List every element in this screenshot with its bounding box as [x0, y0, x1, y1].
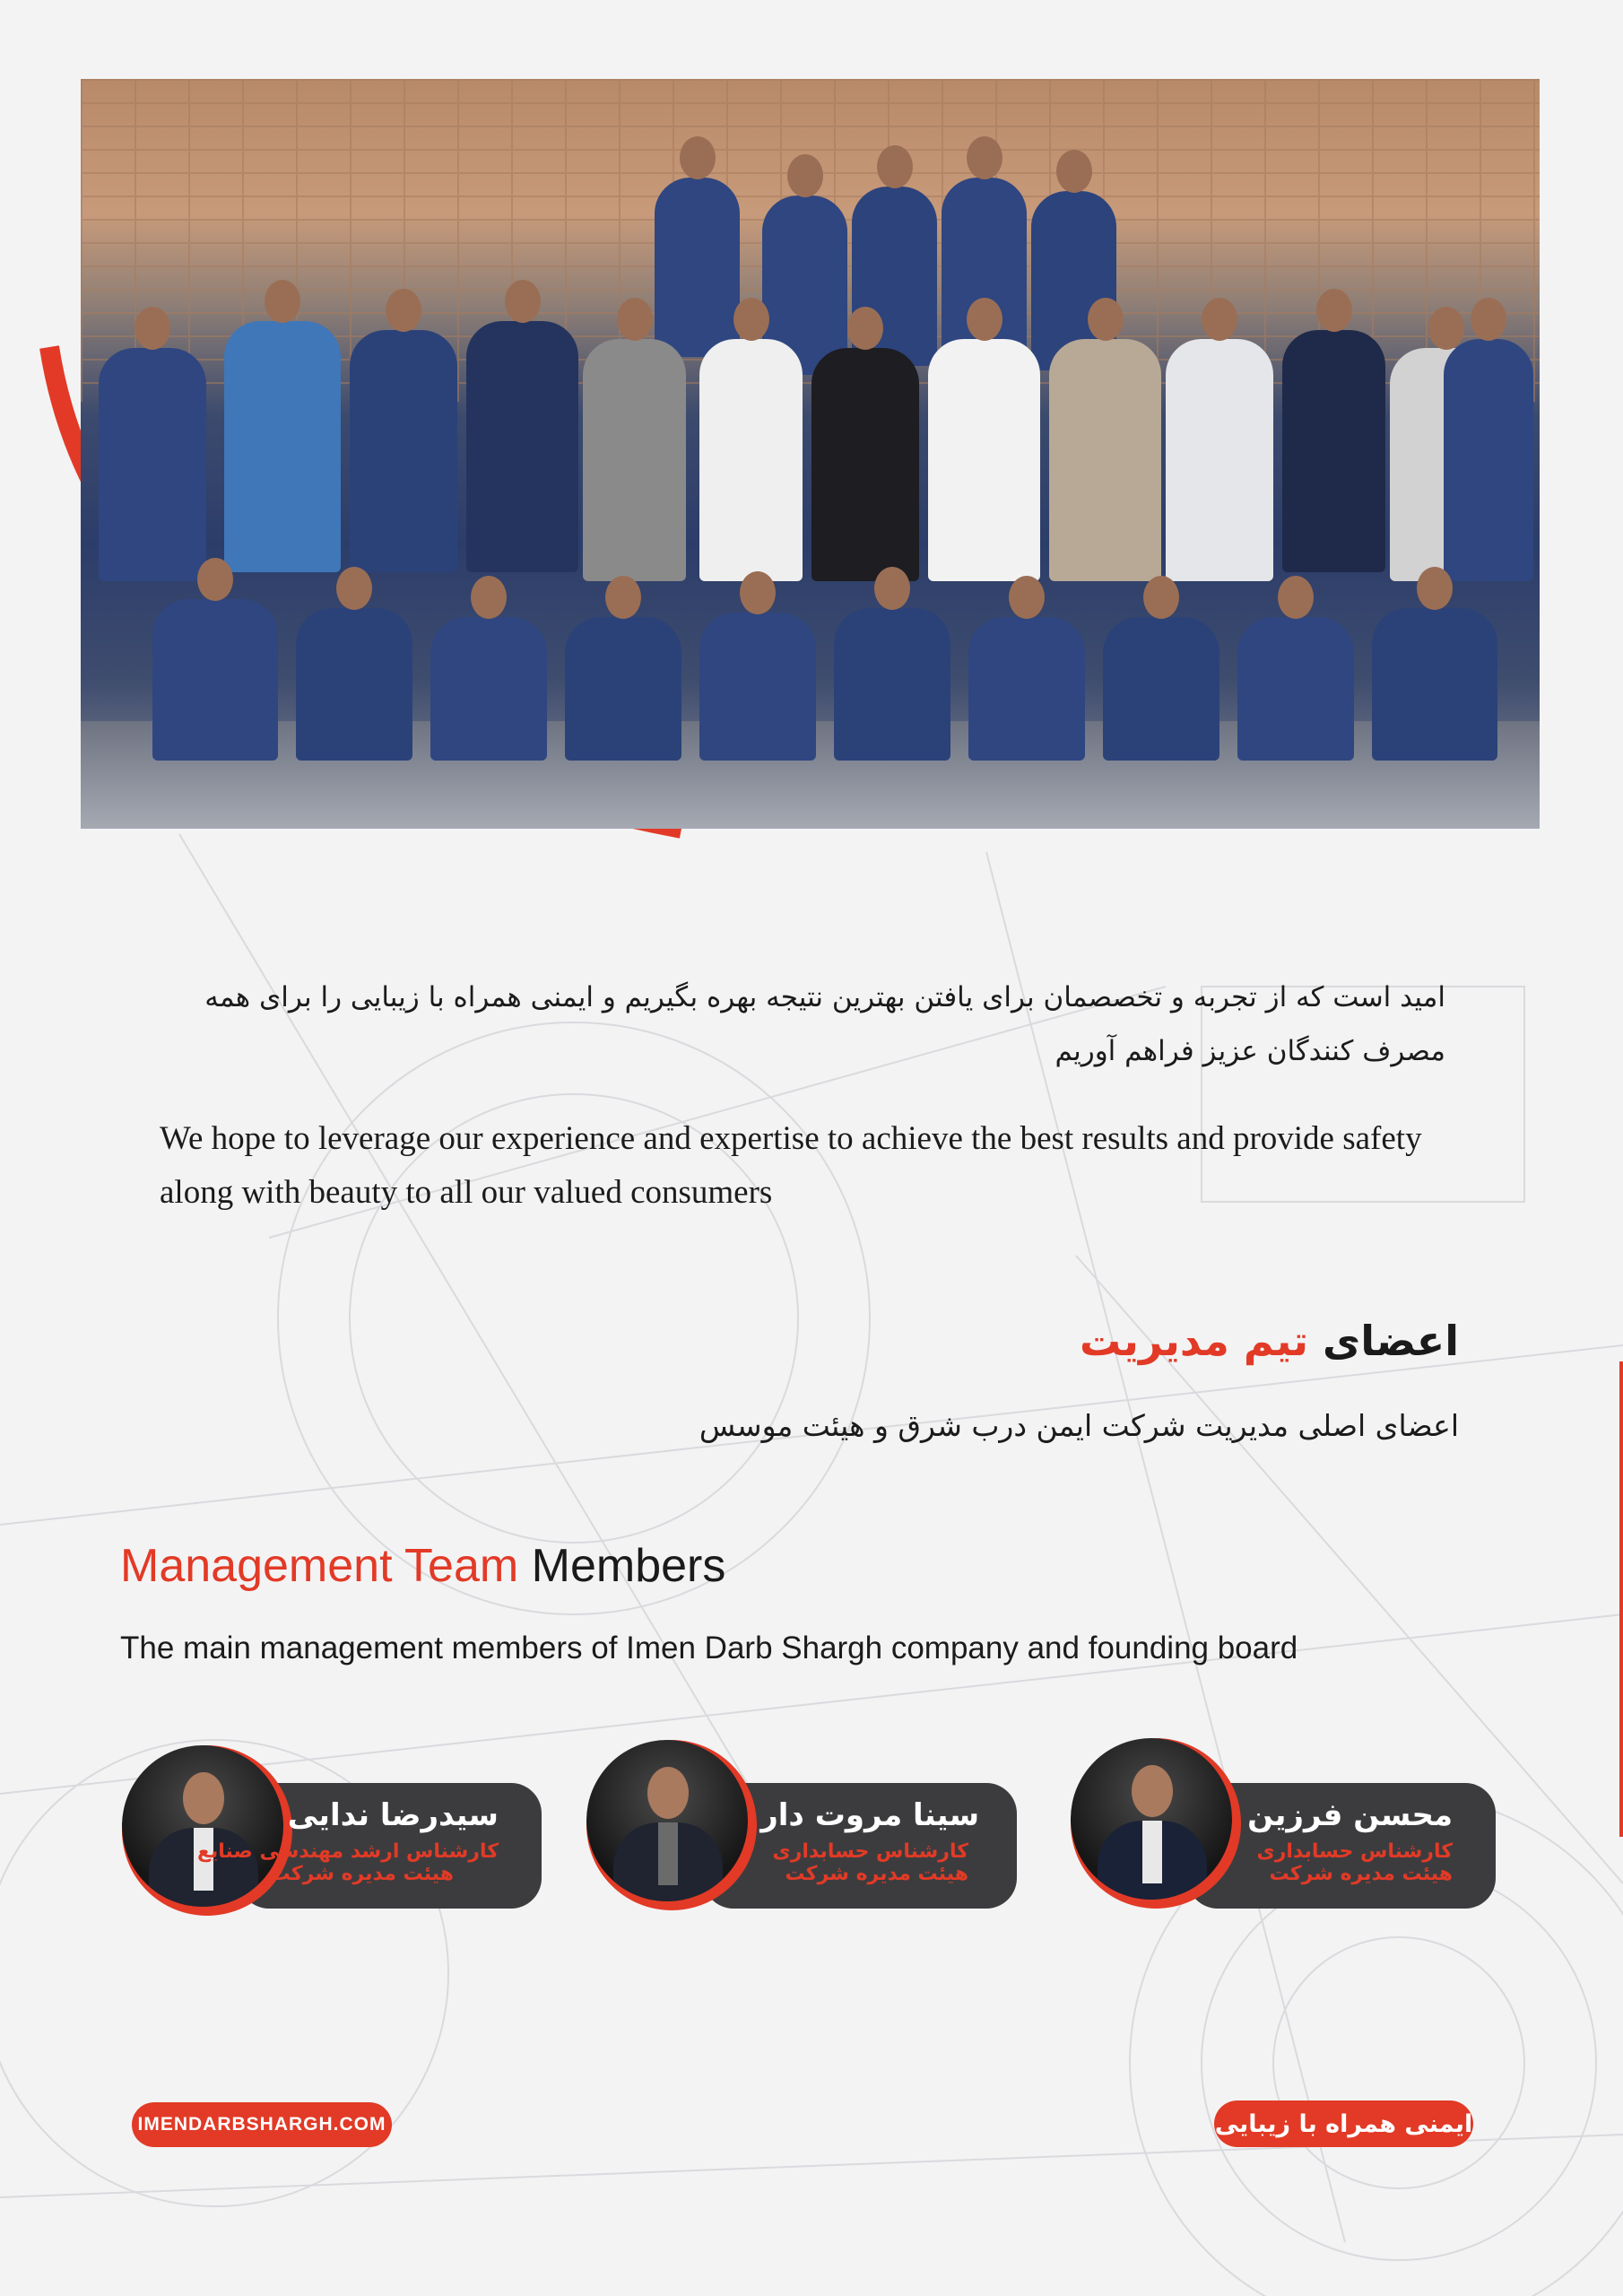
staff-figure: [583, 339, 686, 581]
member-photo: [586, 1740, 748, 1901]
staff-figure: [1166, 339, 1273, 581]
staff-figure: [1444, 339, 1533, 581]
staff-figure: [430, 617, 547, 761]
member-role: [197, 1840, 499, 1885]
staff-figure: [968, 617, 1085, 761]
website-link[interactable]: IMENDARBSHARGH.COM: [132, 2102, 392, 2147]
member-name: سیدرضا ندایی: [287, 1797, 499, 1833]
slogan-badge: ایمنی همراه با زیبایی: [1214, 2100, 1473, 2147]
member-role: [773, 1840, 968, 1885]
staff-figure: [1237, 617, 1354, 761]
member-role-line1: کارشناس حسابداری: [772, 1840, 968, 1863]
staff-figure: [350, 330, 457, 572]
member-card: [122, 1745, 542, 1916]
member-role-line2: هیئت مدیره شرکت: [270, 1863, 454, 1885]
member-photo: [1071, 1738, 1232, 1900]
staff-figure: [224, 321, 341, 572]
member-name: سینا مروت دار: [760, 1797, 979, 1833]
staff-figure: [296, 608, 412, 761]
staff-figure: [699, 613, 816, 761]
staff-figure: [1372, 608, 1497, 761]
staff-figure: [99, 348, 206, 581]
management-subtitle-fa: اعضای اصلی مدیریت شرکت ایمن درب شرق و هیئت موسس: [699, 1408, 1459, 1443]
management-heading-fa: [1080, 1317, 1459, 1365]
staff-figure: [152, 599, 278, 761]
staff-figure: [1103, 617, 1219, 761]
heading-fa-plain: اعضای: [1323, 1317, 1459, 1365]
edge-accent-bar: [1619, 1361, 1623, 1837]
staff-figure: [834, 608, 950, 761]
staff-figure: [1049, 339, 1161, 581]
staff-figure: [1282, 330, 1385, 572]
staff-figure: [812, 348, 919, 581]
heading-en-plain: Members: [531, 1540, 726, 1592]
staff-figure: [565, 617, 681, 761]
heading-en-accent: Management Team: [120, 1540, 519, 1592]
staff-figure: [699, 339, 803, 581]
management-heading-en: [120, 1539, 725, 1593]
staff-figure: [466, 321, 578, 572]
staff-figure: [655, 178, 740, 357]
staff-figure: [928, 339, 1040, 581]
management-subtitle-en: The main management members of Imen Darb Shargh company and founding board: [120, 1631, 1298, 1665]
heading-fa-accent: تیم مدیریت: [1079, 1317, 1309, 1365]
member-role-line2: هیئت مدیره شرکت: [785, 1863, 968, 1885]
intro-persian-text: امید است که از تجربه و تخصصمان برای یافتن بهترین نتیجه بهره بگیریم و ایمنی همراه با زیبایی را برای همه مصرف کنندگان عزیز فراهم آوریم: [204, 981, 1445, 1067]
member-card: [1071, 1738, 1496, 1909]
member-role-line2: هیئت مدیره شرکت: [1269, 1863, 1453, 1885]
member-role-line1: کارشناس ارشد مهندسی صنایع: [197, 1840, 499, 1863]
hero-team-photo: [81, 79, 1540, 829]
member-name: محسن فرزین: [1247, 1797, 1453, 1833]
member-role: [1257, 1840, 1453, 1885]
member-role-line1: کارشناس حسابداری: [1256, 1840, 1453, 1863]
member-card: [586, 1740, 1017, 1910]
intro-english-text: We hope to leverage our experience and expertise to achieve the best results and provide safety along with beauty to all our valued consumers: [160, 1120, 1422, 1211]
